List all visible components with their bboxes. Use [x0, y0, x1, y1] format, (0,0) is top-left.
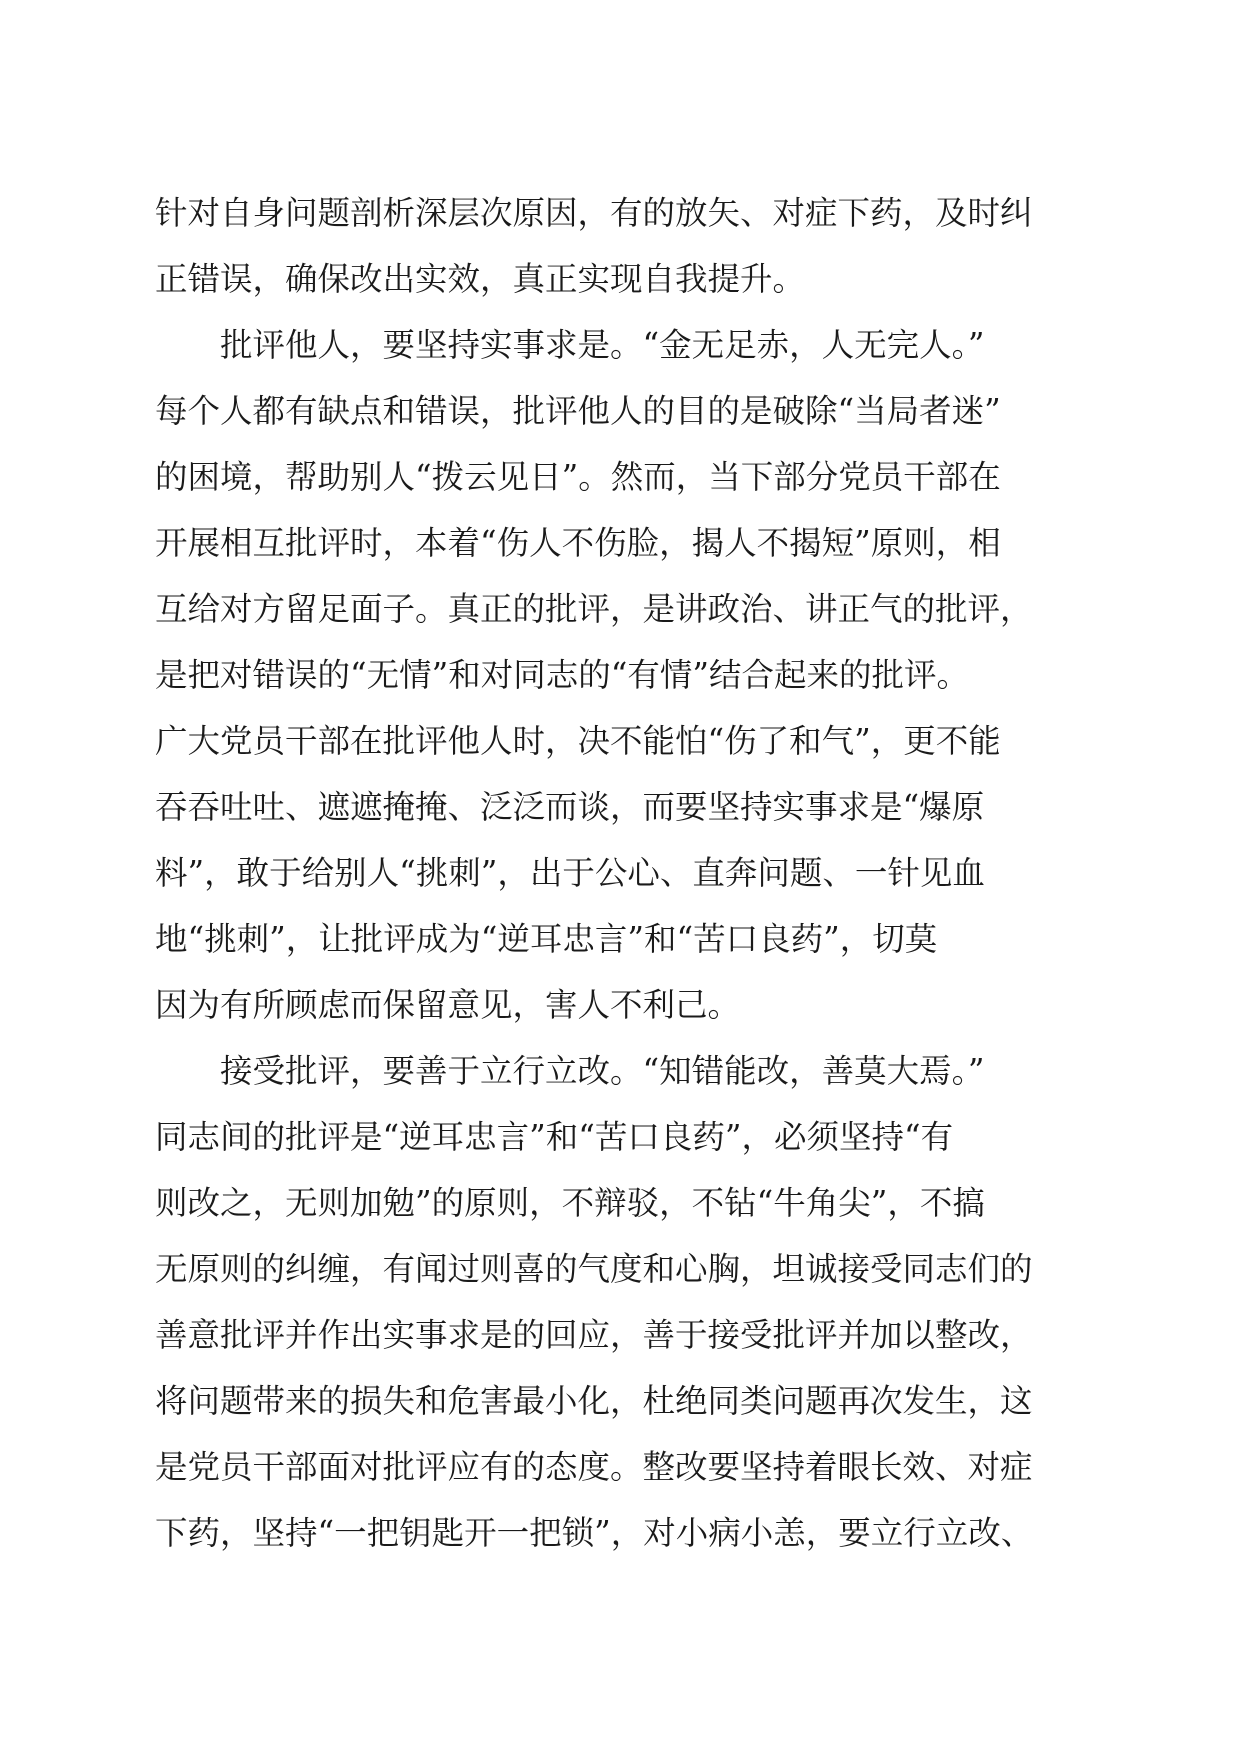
- text-line: 同志间的批评是“逆耳忠言”和“苦口良药”，必须坚持“有: [155, 1118, 954, 1156]
- text-line: 无原则的纠缠，有闻过则喜的气度和心胸，坦诚接受同志们的: [155, 1250, 1033, 1288]
- text-line: 广大党员干部在批评他人时，决不能怕“伤了和气”，更不能: [155, 722, 1001, 760]
- text-line: 正错误，确保改出实效，真正实现自我提升。: [155, 260, 806, 298]
- text-line: 是党员干部面对批评应有的态度。整改要坚持着眼长效、对症: [155, 1448, 1033, 1486]
- text-line: 每个人都有缺点和错误，批评他人的目的是破除“当局者迷”: [155, 392, 1001, 430]
- text-line: 地“挑刺”，让批评成为“逆耳忠言”和“苦口良药”，切莫: [155, 920, 938, 958]
- text-line: 则改之，无则加勉”的原则，不辩驳，不钻“牛角尖”，不搞: [155, 1184, 985, 1222]
- paragraph-start-line: 批评他人，要坚持实事求是。“金无足赤，人无完人。”: [220, 326, 985, 364]
- text-line: 因为有所顾虑而保留意见，害人不利己。: [155, 986, 741, 1024]
- text-line: 下药，坚持“一把钥匙开一把锁”，对小病小恙，要立行立改、: [155, 1514, 1034, 1552]
- text-line: 善意批评并作出实事求是的回应，善于接受批评并加以整改，: [155, 1316, 1033, 1354]
- text-line: 是把对错误的“无情”和对同志的“有情”结合起来的批评。: [155, 656, 969, 694]
- text-line: 料”，敢于给别人“挑刺”，出于公心、直奔问题、一针见血: [155, 854, 985, 892]
- text-line: 针对自身问题剖析深层次原因，有的放矢、对症下药，及时纠: [155, 194, 1033, 232]
- paragraph-start-line: 接受批评，要善于立行立改。“知错能改，善莫大焉。”: [220, 1052, 985, 1090]
- text-line: 互给对方留足面子。真正的批评，是讲政治、讲正气的批评，: [155, 590, 1033, 628]
- text-line: 吞吞吐吐、遮遮掩掩、泛泛而谈，而要坚持实事求是“爆原: [155, 788, 985, 826]
- text-line: 的困境，帮助别人“拨云见日”。然而，当下部分党员干部在: [155, 458, 1001, 496]
- text-line: 将问题带来的损失和危害最小化，杜绝同类问题再次发生，这: [155, 1382, 1033, 1420]
- text-line: 开展相互批评时，本着“伤人不伤脸，揭人不揭短”原则，相: [155, 524, 1001, 562]
